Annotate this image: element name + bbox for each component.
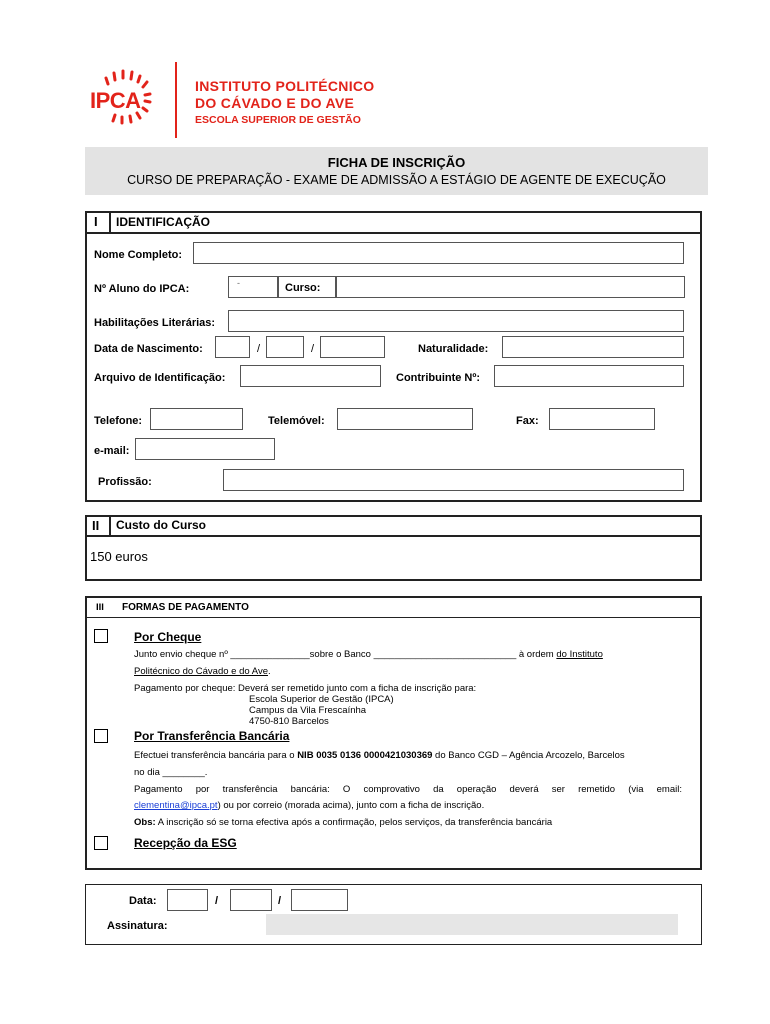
- cheque-line1-link: do Instituto: [556, 649, 603, 660]
- section-identificacao-number: I: [94, 214, 98, 229]
- page-title: FICHA DE INSCRIÇÃO: [327, 155, 466, 170]
- section-custo-number: II: [92, 518, 100, 533]
- data-day-field[interactable]: [167, 889, 208, 911]
- email-label: e-mail:: [94, 445, 130, 457]
- curso-field[interactable]: [336, 276, 685, 298]
- institution-line1: INSTITUTO POLITÉCNICO: [195, 78, 375, 94]
- transferencia-title: Por Transferência Bancária: [134, 729, 290, 743]
- cheque-line2-link: Politécnico do Cávado e do Ave: [134, 666, 268, 677]
- data-label: Data:: [129, 895, 157, 907]
- telefone-field[interactable]: [150, 408, 243, 430]
- telemovel-label: Telemóvel:: [268, 415, 325, 427]
- ipca-logo: [88, 66, 168, 130]
- title-band: [85, 147, 708, 195]
- data-month-field[interactable]: [230, 889, 272, 911]
- email-link[interactable]: clementina@ipca.pt: [134, 800, 218, 811]
- section-pagamento-title: FORMAS DE PAGAMENTO: [122, 602, 249, 613]
- assinatura-label: Assinatura:: [107, 920, 168, 932]
- nascimento-year-field[interactable]: [320, 336, 385, 358]
- section-identificacao-header-line: [85, 232, 702, 234]
- obs-label: Obs:: [134, 817, 156, 828]
- transferencia-bank: do Banco CGD – Agência Arcozelo, Barcelos: [432, 750, 625, 761]
- transferencia-nib: NIB 0035 0136 0000421030369: [297, 750, 433, 761]
- arquivo-field[interactable]: [240, 365, 381, 387]
- logo-divider: [175, 62, 177, 138]
- cheque-checkbox[interactable]: [94, 629, 108, 643]
- transferencia-instructions-text: ) ou por correio (morada acima), junto com a ficha de inscrição.: [217, 800, 485, 811]
- nome-label: Nome Completo:: [94, 249, 182, 261]
- section-pagamento-number: III: [96, 602, 104, 613]
- naturalidade-field[interactable]: [502, 336, 684, 358]
- profissao-label: Profissão:: [98, 476, 152, 488]
- section-number-divider: [109, 515, 111, 537]
- nome-field[interactable]: [193, 242, 684, 264]
- email-field[interactable]: [135, 438, 275, 460]
- cheque-title: Por Cheque: [134, 630, 202, 644]
- address-line3: 4750-810 Barcelos: [249, 716, 329, 727]
- nascimento-day-field[interactable]: [215, 336, 250, 358]
- aluno-label: Nº Aluno do IPCA:: [94, 283, 190, 295]
- section-custo-header-line: [85, 535, 702, 537]
- transferencia-checkbox[interactable]: [94, 729, 108, 743]
- date-separator: /: [257, 343, 261, 355]
- date-separator: /: [311, 343, 315, 355]
- telefone-label: Telefone:: [94, 415, 143, 427]
- habilitacoes-label: Habilitações Literárias:: [94, 317, 216, 329]
- section-custo-title: Custo do Curso: [116, 518, 206, 532]
- telemovel-field[interactable]: [337, 408, 473, 430]
- address-line2: Campus da Vila Frescaínha: [249, 705, 367, 716]
- cheque-line2-text: .: [267, 666, 271, 677]
- data-year-field[interactable]: [291, 889, 348, 911]
- cheque-instructions: Pagamento por cheque: Deverá ser remetido junto com a ficha de inscrição para:: [134, 683, 477, 694]
- contribuinte-label: Contribuinte Nº:: [396, 372, 481, 384]
- date-separator: /: [215, 895, 219, 907]
- curso-label-box: [278, 276, 336, 298]
- assinatura-field[interactable]: [266, 914, 678, 935]
- recepcao-checkbox[interactable]: [94, 836, 108, 850]
- transferencia-instructions: Pagamento por transferência bancária: O comprovativo da operação deverá ser remetido (via email:: [134, 784, 682, 795]
- logo-text: IPCA: [90, 88, 141, 113]
- institution-line3: ESCOLA SUPERIOR DE GESTÃO: [195, 114, 361, 126]
- page-subtitle: CURSO DE PREPARAÇÃO - EXAME DE ADMISSÃO A ESTÁGIO DE AGENTE DE EXECUÇÃO: [127, 173, 666, 187]
- section-identificacao-title: IDENTIFICAÇÃO: [116, 215, 210, 229]
- profissao-field[interactable]: [223, 469, 684, 491]
- institution-line2: DO CÁVADO E DO AVE: [195, 95, 355, 111]
- transferencia-instructions-2: [134, 799, 484, 812]
- recepcao-title: Recepção da ESG: [134, 836, 237, 850]
- fax-label: Fax:: [516, 415, 539, 427]
- date-separator: /: [278, 895, 282, 907]
- transferencia-line1-text: Efectuei transferência bancária para o: [134, 750, 298, 761]
- curso-label: Curso:: [285, 282, 321, 294]
- cheque-line2: [134, 665, 271, 678]
- aluno-field[interactable]: [228, 276, 278, 298]
- custo-value: 150 euros: [90, 549, 148, 564]
- obs-line: [134, 816, 552, 829]
- nascimento-month-field[interactable]: [266, 336, 304, 358]
- cheque-line1: [134, 648, 670, 661]
- contribuinte-field[interactable]: [494, 365, 684, 387]
- fax-field[interactable]: [549, 408, 655, 430]
- nascimento-label: Data de Nascimento:: [94, 343, 203, 355]
- obs-text: A inscrição só se torna efectiva após a confirmação, pelos serviços, da transferência bancária: [155, 817, 553, 828]
- naturalidade-label: Naturalidade:: [418, 343, 489, 355]
- aluno-value: -: [237, 278, 240, 288]
- cheque-line1-text: Junto envio cheque nº _______________sobre o Banco ___________________________ à ordem: [134, 649, 557, 660]
- address-line1: Escola Superior de Gestão (IPCA): [249, 694, 394, 705]
- section-number-divider: [109, 211, 111, 234]
- transferencia-line2: no dia ________.: [134, 767, 208, 778]
- transferencia-line1: [134, 749, 625, 762]
- arquivo-label: Arquivo de Identificação:: [94, 372, 226, 384]
- habilitacoes-field[interactable]: [228, 310, 684, 332]
- section-pagamento-header-line: [85, 617, 702, 618]
